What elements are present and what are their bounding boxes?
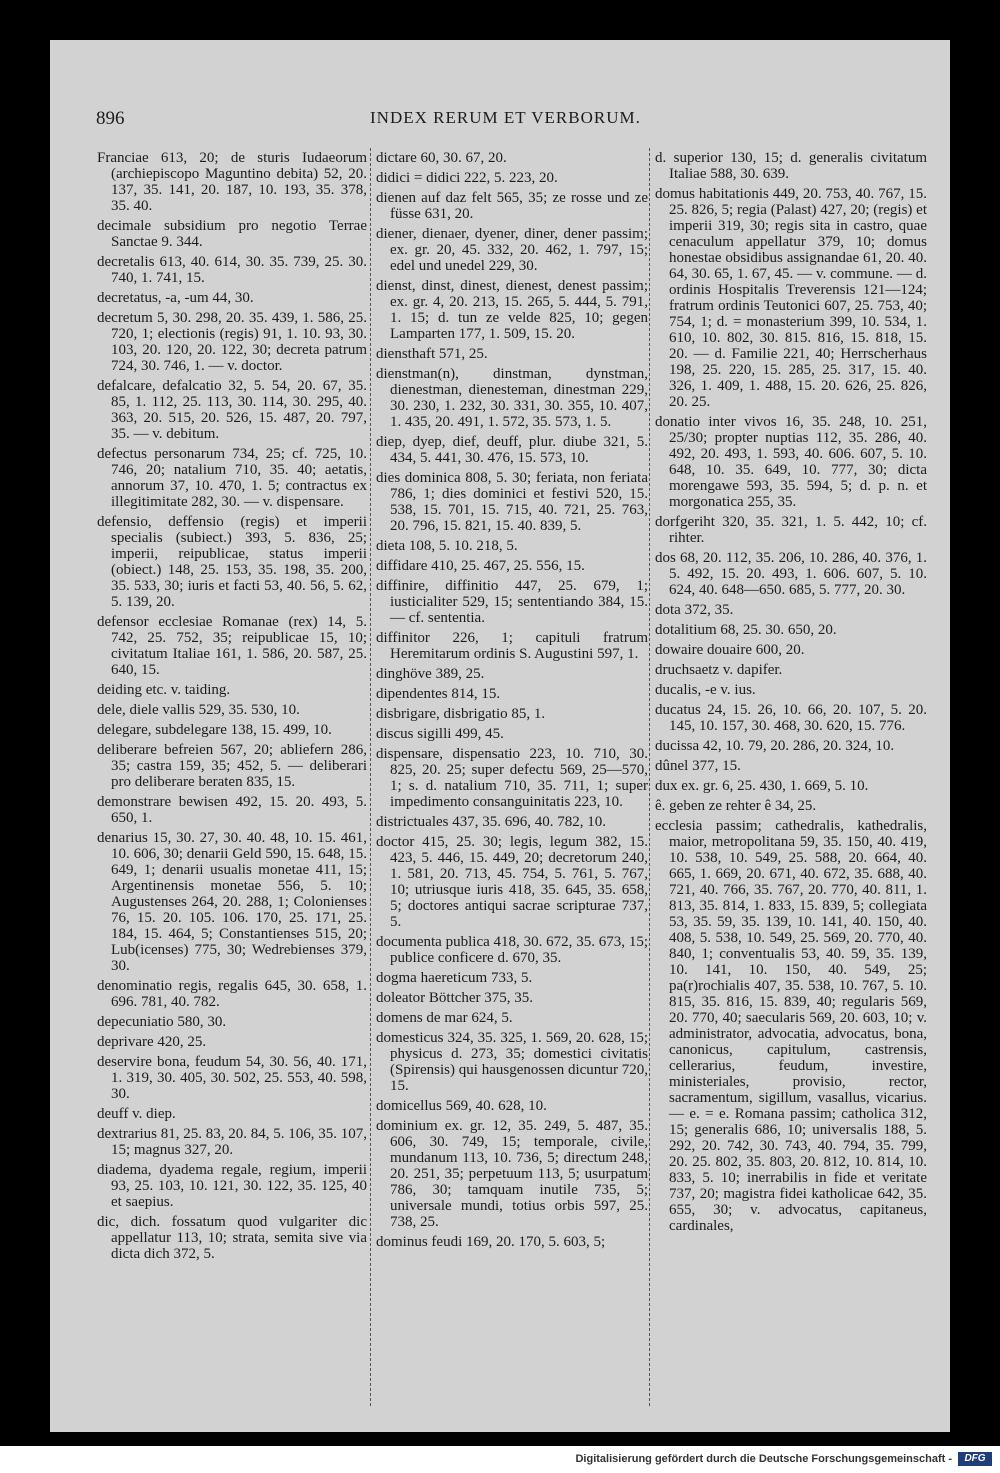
index-entry: defectus personarum 734, 25; cf. 725, 10. 746, 20; natalium 710, 35. 40; aetatis, annorum 37, 10. 470, 1. 5; contractus ex illegitimitate 282, 30. — v. dispensare. bbox=[97, 446, 367, 510]
column-rule bbox=[370, 148, 371, 1406]
index-entry: ducissa 42, 10. 79, 20. 286, 20. 324, 10. bbox=[655, 738, 895, 754]
index-entry: dies dominica 808, 5. 30; feriata, non feriata 786, 1; dies dominici et festivi 520, 15. 538, 15. 701, 15. 715, 40. 721, 25. 763, 20. 796, 15. 821, 15. 40. 839, 5. bbox=[376, 470, 648, 534]
index-entry: depecuniatio 580, 30. bbox=[97, 1014, 227, 1030]
index-entry: domicellus 569, 40. 628, 10. bbox=[376, 1098, 547, 1114]
index-entry: defensio, deffensio (regis) et imperii specialis (subiect.) 393, 5. 836, 25; imperii, reipublicae, status imperii (obiect.) 148, 25. 153, 35. 198, 35. 200, 35. 533, 30; iuris et facti 53, 40. 56, 5. 62, 5. 139, 20. bbox=[97, 514, 367, 610]
index-entry: ducatus 24, 15. 26, 10. 66, 20. 107, 5. 20. 145, 10. 157, 30. 468, 30. 620, 15. 776. bbox=[655, 702, 927, 734]
index-entry: decimale subsidium pro negotio Terrae Sanctae 9. 344. bbox=[97, 218, 367, 250]
index-entry: dogma haereticum 733, 5. bbox=[376, 970, 533, 986]
index-column-3 bbox=[655, 150, 927, 1238]
index-entry: donatio inter vivos 16, 35. 248, 10. 251, 25/30; propter nuptias 112, 35. 286, 40. 492, 20. 493, 1. 593, 40. 606. 607, 5. 10. 648, 10. 35. 649, 10. 777, 30; dicta morengawe 593, 35. 594, 5; d. p. n. et morgonatica 255, 35. bbox=[655, 414, 927, 510]
index-entry: ducalis, -e v. ius. bbox=[655, 682, 756, 698]
index-entry: decretum 5, 30. 298, 20. 35. 439, 1. 586, 25. 720, 1; electionis (regis) 91, 1. 10. 93, 30. 103, 20. 120, 20. 122, 30; decreta patrum 724, 30. 746, 1. — v. doctor. bbox=[97, 310, 367, 374]
index-entry: dictare 60, 30. 67, 20. bbox=[376, 150, 507, 166]
index-entry: domus habitationis 449, 20. 753, 40. 767, 15. 25. 826, 5; regia (Palast) 427, 20; (regis) et imperii 319, 30; regis sita in castro, quae cenaculum appellatur 379, 10; domus honestae obsidibus assignandae 61, 20. 40. 64, 30. 65, 1. 67, 45. — v. commune. — d. ordinis Hospitalis Treverensis 121—124; fratrum ordinis Teutonici 607, 25. 753, 40; 754, 1; d. = monasterium 399, 10. 534, 1. 610, 10. 802, 30. 815. 816, 15. 818, 15. 20. — d. Familie 221, 40; Herrscherhaus 198, 25. 220, 15. 285, 25. 317, 15. 40. 326, 1. 409, 1. 488, 15. 20. 626, 25. 826, 20. 25. bbox=[655, 186, 927, 410]
footer-credit: Digitalisierung gefördert durch die Deutsche Forschungsgemeinschaft - bbox=[575, 1453, 952, 1465]
index-entry: domesticus 324, 35. 325, 1. 569, 20. 628, 15; physicus d. 273, 35; domestici civitatis (Spirensis) qui hausgenossen dicuntur 720, 15. bbox=[376, 1030, 648, 1094]
index-entry: deliberare befreien 567, 20; abliefern 286, 35; castra 159, 35; 452, 5. — deliberari pro deliberare beraten 835, 15. bbox=[97, 742, 367, 790]
index-entry: dienst, dinst, dinest, dienest, denest passim; ex. gr. 4, 20. 213, 15. 265, 5. 444, 5. 791, 1. 15; d. tun ze velde 825, 10; gegen Lamparten 177, 1. 509, 15. 20. bbox=[376, 278, 648, 342]
index-entry: dienen auf daz felt 565, 35; ze rosse und ze füsse 631, 20. bbox=[376, 190, 648, 222]
index-entry: dinghöve 389, 25. bbox=[376, 666, 485, 682]
index-entry: dotalitium 68, 25. 30. 650, 20. bbox=[655, 622, 837, 638]
index-entry: dominium ex. gr. 12, 35. 249, 5. 487, 35. 606, 30. 749, 15; temporale, civile, mundanum 113, 10. 736, 5; directum 248, 20. 251, 35; perpetuum 113, 5; usurpatum 786, 30; tamquam inutile 735, 5; universale mundi, totius orbis 597, 25. 738, 25. bbox=[376, 1118, 648, 1230]
index-entry: diep, dyep, dief, deuff, plur. diube 321, 5. 434, 5. 441, 30. 476, 15. 573, 10. bbox=[376, 434, 648, 466]
index-entry: ecclesia passim; cathedralis, kathedralis, maior, metropolitana 59, 35. 150, 40. 419, 10. 538, 10. 549, 25. 588, 20. 664, 40. 665, 1. 669, 20. 671, 40. 672, 35. 688, 40. 721, 40. 766, 35. 767, 20. 770, 40. 811, 1. 813, 35. 814, 1. 833, 15. 839, 5; collegiata 53, 35. 59, 35. 139, 10. 141, 40. 150, 40. 408, 5. 538, 10. 549, 25. 569, 20. 770, 40. 840, 1; conventualis 53, 40. 59, 35. 139, 10. 141, 10. 150, 40. 549, 25; pa(r)rochialis 407, 35. 538, 10. 767, 5. 10. 815, 35. 816, 15. 839, 40; regularis 569, 20. 770, 40; saecularis 569, 20. 603, 10; v. administrator, advocatia, advocatus, bona, canonicus, capitulum, castrensis, cellerarius, feudum, investire, ministeriales, provisio, rector, sacramentum, sigillum, vasallus, vicarius. — e. = e. Romana passim; catholica 312, 15; generalis 686, 10; universalis 188, 5. 292, 20. 742, 30. 743, 40. 794, 35. 799, 20. 25. 802, 35. 803, 20. 812, 10. 814, 10. 833, 5. 10; inerrabilis in fide et veritate 737, 20; magistra fidei katholicae 642, 35. 655, 30; v. advocatus, capitaneus, cardinales, bbox=[655, 818, 927, 1234]
index-entry: doleator Böttcher 375, 35. bbox=[376, 990, 534, 1006]
index-entry: diener, dienaer, dyener, diner, dener passim; ex. gr. 20, 45. 332, 20. 462, 1. 797, 15; edel und unedel 229, 30. bbox=[376, 226, 648, 274]
index-entry: dorfgeriht 320, 35. 321, 1. 5. 442, 10; cf. rihter. bbox=[655, 514, 927, 546]
index-entry: ê. geben ze rehter ê 34, 25. bbox=[655, 798, 817, 814]
index-entry: decretalis 613, 40. 614, 30. 35. 739, 25. 30. 740, 1. 741, 15. bbox=[97, 254, 367, 286]
index-entry: dos 68, 20. 112, 35. 206, 10. 286, 40. 376, 1. 5. 492, 15. 20. 493, 1. 606. 607, 5. 10. 624, 40. 648—650. 685, 5. 777, 20. 30. bbox=[655, 550, 927, 598]
index-entry: dux ex. gr. 6, 25. 430, 1. 669, 5. 10. bbox=[655, 778, 869, 794]
column-rule bbox=[649, 148, 650, 1406]
index-entry: disbrigare, disbrigatio 85, 1. bbox=[376, 706, 546, 722]
index-entry: diffinire, diffinitio 447, 25. 679, 1; iusticialiter 529, 15; sententiando 384, 15. — cf. sententia. bbox=[376, 578, 648, 626]
index-entry: druchsaetz v. dapifer. bbox=[655, 662, 783, 678]
index-entry: Franciae 613, 20; de sturis Iudaeorum (archiepiscopo Maguntino debita) 52, 20. 137, 35. 141, 20. 187, 10. 193, 35. 378, 35. 40. bbox=[97, 150, 367, 214]
index-entry: d. superior 130, 15; d. generalis civitatum Italiae 588, 30. 639. bbox=[655, 150, 927, 182]
index-entry: dota 372, 35. bbox=[655, 602, 734, 618]
index-entry: dele, diele vallis 529, 35. 530, 10. bbox=[97, 702, 300, 718]
index-entry: denarius 15, 30. 27, 30. 40. 48, 10. 15. 461, 10. 606, 30; denarii Geld 590, 15. 648, 15. 649, 1; denarii usualis monetae 411, 15; Argentinensis monetae 556, 5. 10; Augustenses 264, 20. 288, 1; Colonienses 76, 15. 20. 105. 106. 170, 25. 171, 25. 184, 15. 464, 5; Constantienses 515, 20; Lub(icenses) 775, 30; Wedrebienses 379, 30. bbox=[97, 830, 367, 974]
index-entry: discus sigilli 499, 45. bbox=[376, 726, 504, 742]
index-entry: dominus feudi 169, 20. 170, 5. 603, 5; bbox=[376, 1234, 606, 1250]
index-entry: dienstman(n), dinstman, dynstman, dienestman, dienesteman, dinestman 229, 30. 230, 1. 232, 30. 331, 30. 355, 10. 407, 1. 435, 20. 491, 1. 572, 35. 573, 1. 5. bbox=[376, 366, 648, 430]
index-entry: deservire bona, feudum 54, 30. 56, 40. 171, 1. 319, 30. 405, 30. 502, 25. 553, 40. 598, 30. bbox=[97, 1054, 367, 1102]
index-entry: demonstrare bewisen 492, 15. 20. 493, 5. 650, 1. bbox=[97, 794, 367, 826]
index-entry: dextrarius 81, 25. 83, 20. 84, 5. 106, 35. 107, 15; magnus 327, 20. bbox=[97, 1126, 367, 1158]
page-number: 896 bbox=[96, 108, 125, 129]
index-column-2 bbox=[376, 150, 648, 1254]
index-entry: decretatus, -a, -um 44, 30. bbox=[97, 290, 254, 306]
footer-bar bbox=[0, 1446, 1000, 1473]
dfg-logo: DFG bbox=[958, 1452, 992, 1466]
index-entry: domens de mar 624, 5. bbox=[376, 1010, 513, 1026]
index-entry: diensthaft 571, 25. bbox=[376, 346, 488, 362]
index-entry: dispensare, dispensatio 223, 10. 710, 30. 825, 20. 25; super defectu 569, 25—570, 1; s. d. natalium 710, 35. 711, 1; super impedimento consanguinitatis 223, 10. bbox=[376, 746, 648, 810]
index-entry: dipendentes 814, 15. bbox=[376, 686, 501, 702]
book-page bbox=[50, 40, 950, 1432]
index-entry: didici = didici 222, 5. 223, 20. bbox=[376, 170, 558, 186]
index-entry: diffidare 410, 25. 467, 25. 556, 15. bbox=[376, 558, 585, 574]
index-entry: dowaire douaire 600, 20. bbox=[655, 642, 805, 658]
index-column-1 bbox=[97, 150, 367, 1266]
index-entry: dûnel 377, 15. bbox=[655, 758, 741, 774]
index-entry: deuff v. diep. bbox=[97, 1106, 176, 1122]
index-entry: doctor 415, 25. 30; legis, legum 382, 15. 423, 5. 446, 15. 449, 20; decretorum 240, 1. 581, 20. 713, 45. 754, 5. 761, 5. 767, 10; utriusque iuris 418, 35. 645, 35. 658, 5; doctores antiqui sacrae scripturae 737, 5. bbox=[376, 834, 648, 930]
index-entry: dieta 108, 5. 10. 218, 5. bbox=[376, 538, 518, 554]
index-entry: delegare, subdelegare 138, 15. 499, 10. bbox=[97, 722, 332, 738]
index-entry: dic, dich. fossatum quod vulgariter dic appellatur 113, 10; strata, semita sive via dicta dich 372, 5. bbox=[97, 1214, 367, 1262]
index-entry: diffinitor 226, 1; capituli fratrum Heremitarum ordinis S. Augustini 597, 1. bbox=[376, 630, 648, 662]
index-entry: deiding etc. v. taiding. bbox=[97, 682, 231, 698]
index-entry: districtuales 437, 35. 696, 40. 782, 10. bbox=[376, 814, 606, 830]
index-entry: deprivare 420, 25. bbox=[97, 1034, 207, 1050]
index-entry: diadema, dyadema regale, regium, imperii 93, 25. 103, 10. 121, 30. 122, 35. 125, 40 et saepius. bbox=[97, 1162, 367, 1210]
index-entry: denominatio regis, regalis 645, 30. 658, 1. 696. 781, 40. 782. bbox=[97, 978, 367, 1010]
running-head: INDEX RERUM ET VERBORUM. bbox=[370, 108, 641, 127]
index-entry: defalcare, defalcatio 32, 5. 54, 20. 67, 35. 85, 1. 112, 25. 113, 30. 114, 30. 295, 40. 363, 20. 515, 20. 526, 15. 487, 20. 797, 35. — v. debitum. bbox=[97, 378, 367, 442]
index-entry: documenta publica 418, 30. 672, 35. 673, 15; publice conficere d. 670, 35. bbox=[376, 934, 648, 966]
index-entry: defensor ecclesiae Romanae (rex) 14, 5. 742, 25. 752, 35; reipublicae 15, 10; civitatum Italiae 161, 1. 586, 20. 587, 25. 640, 15. bbox=[97, 614, 367, 678]
